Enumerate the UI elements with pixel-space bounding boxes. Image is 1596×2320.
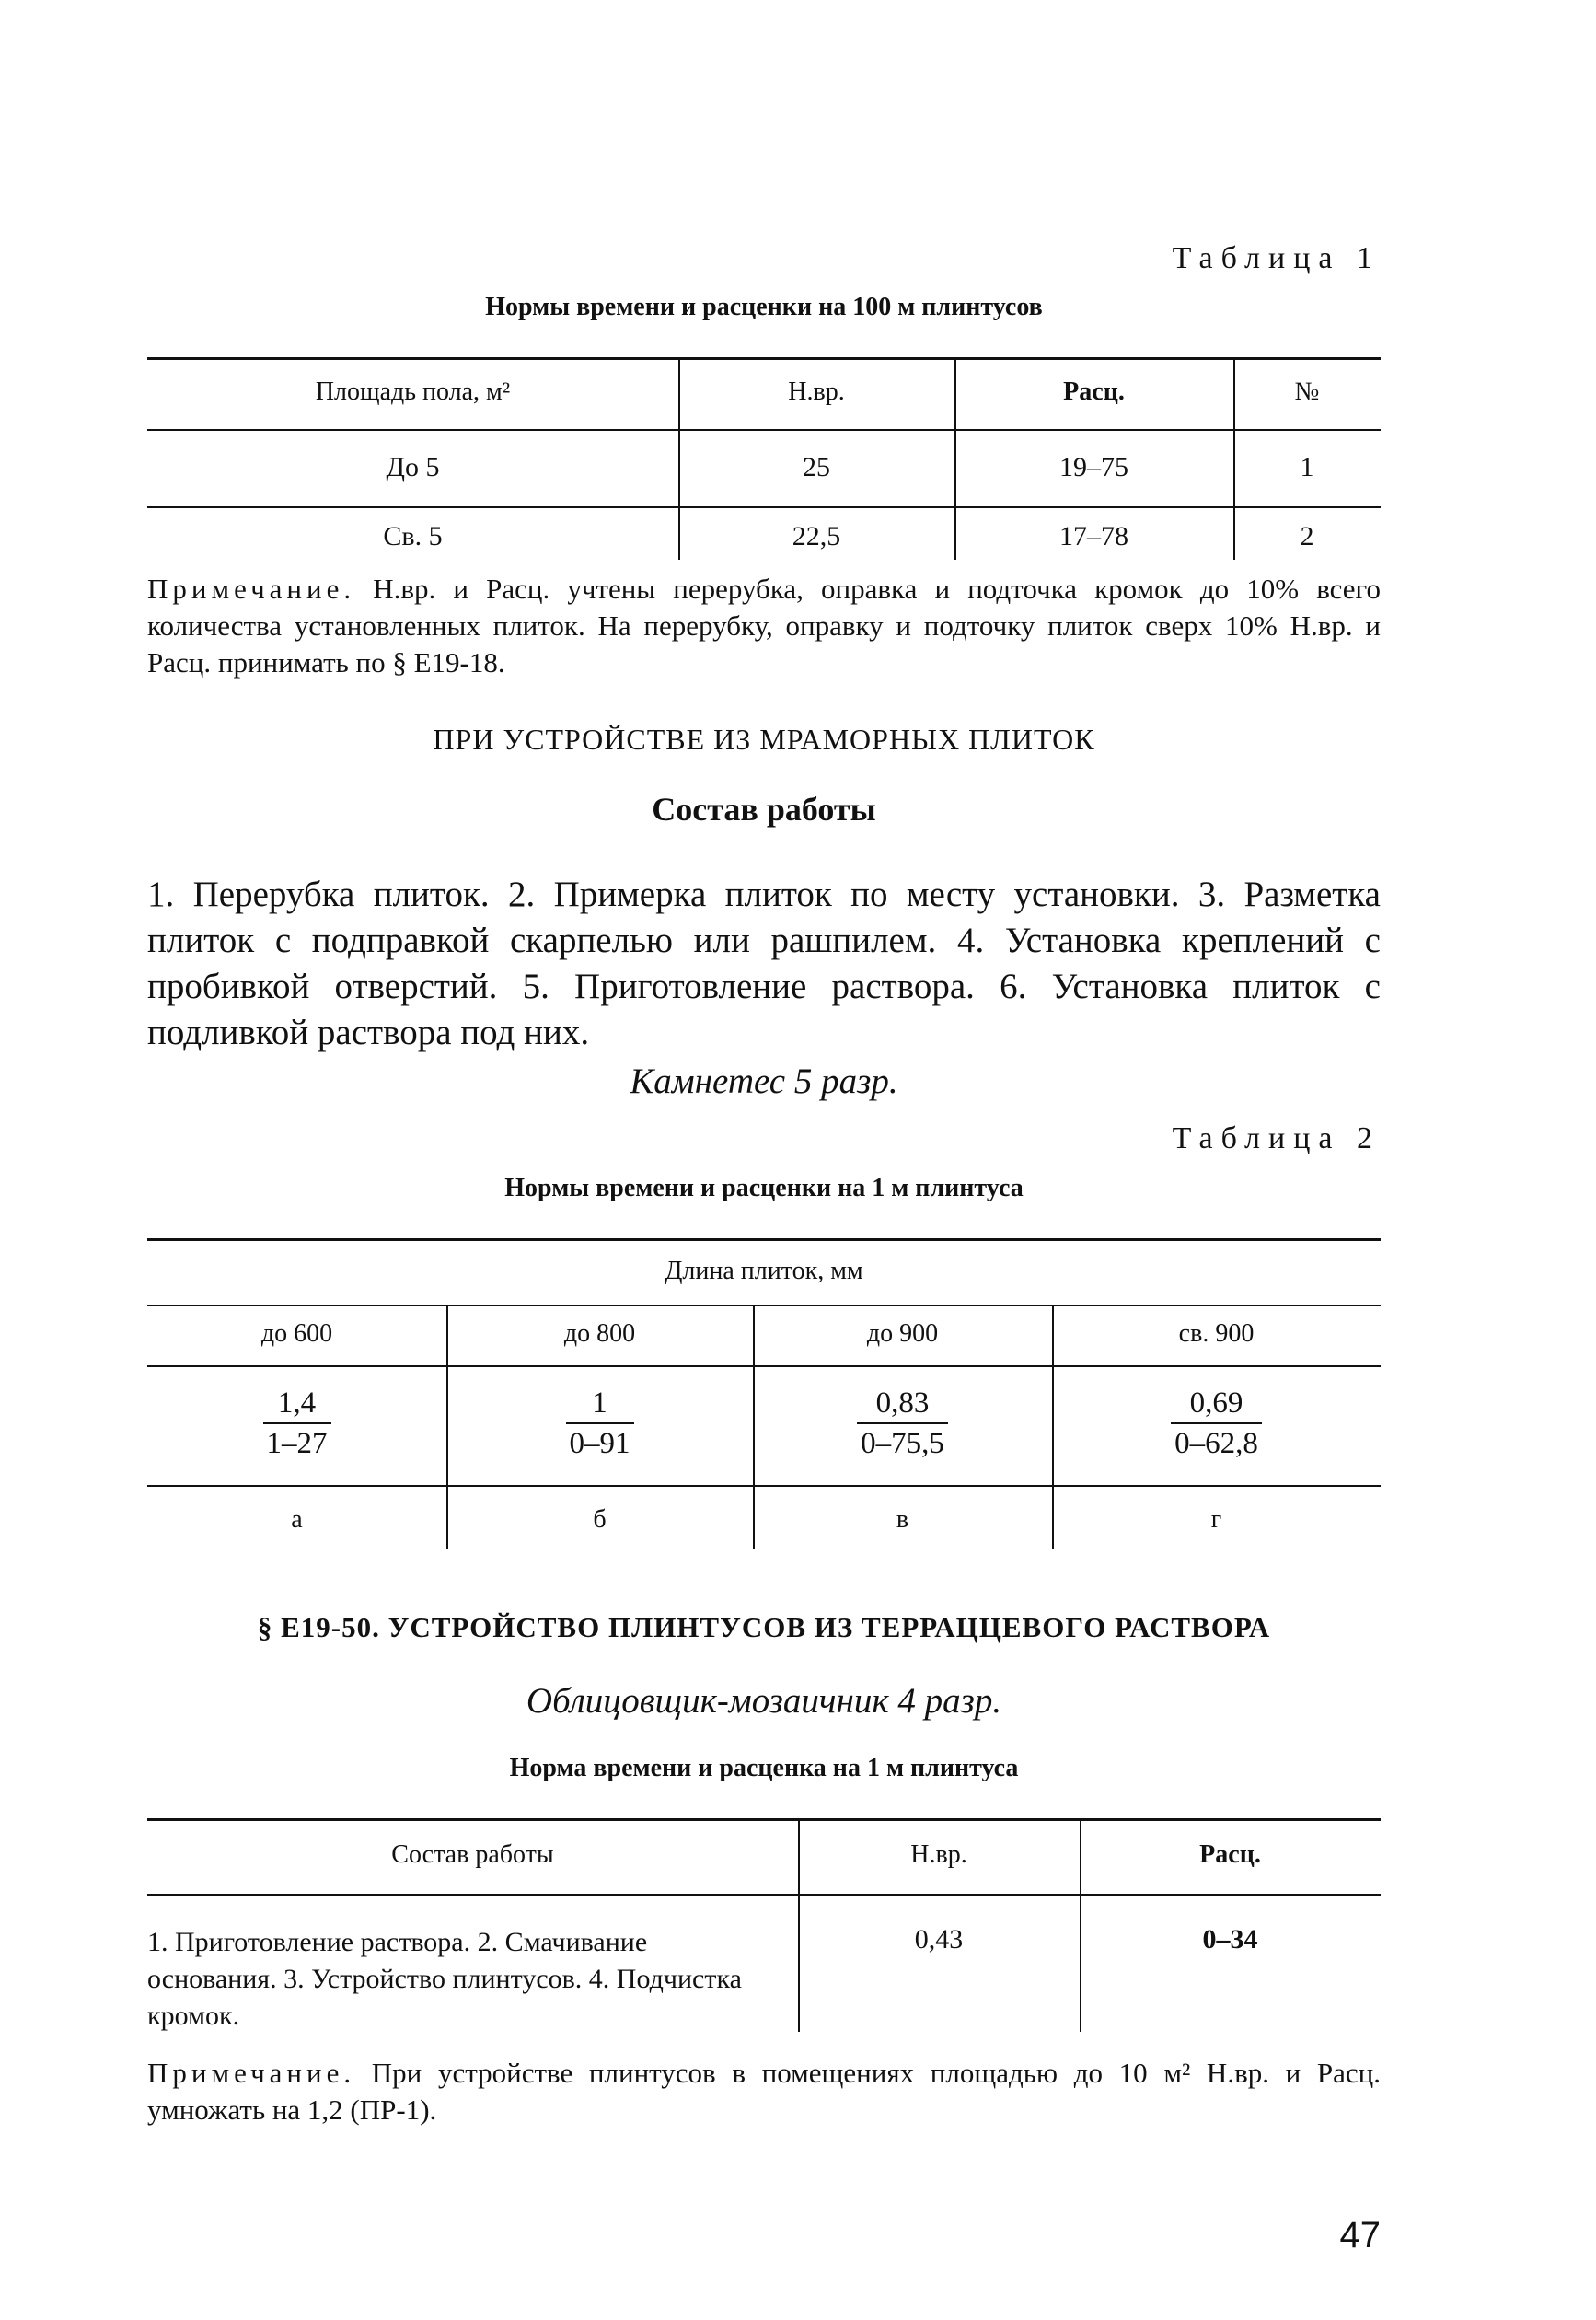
table1-note — [147, 571, 1381, 681]
table2-group-rule — [147, 1305, 1381, 1306]
e1950-worker: Облицовщик-мозаичник 4 разр. — [526, 1681, 1002, 1721]
table1-cell-number: 2 — [1300, 521, 1314, 551]
table1 — [147, 357, 1381, 551]
table1-header-rule — [147, 429, 1381, 431]
e1950-table-title: Норма времени и расценка на 1 м плинтуса — [509, 1754, 1019, 1782]
table1-cell-norm: 22,5 — [792, 521, 841, 551]
table2 — [147, 1238, 1381, 1551]
norm-value: 0,69 — [1171, 1386, 1262, 1424]
table2-column-letter: б — [593, 1505, 607, 1534]
norm-value: 1,4 — [263, 1386, 331, 1424]
table1-header-norm: Н.вр. — [788, 377, 845, 406]
e1950-rate: 0–34 — [1202, 1924, 1258, 1955]
page-number: 47 — [1339, 2215, 1381, 2256]
table2-col-header: до 600 — [260, 1319, 333, 1348]
note-lead: Примечание. — [147, 2057, 356, 2089]
rate-value: 1–27 — [266, 1427, 328, 1460]
table2-title: Нормы времени и расценки на 1 м плинтуса — [504, 1174, 1024, 1202]
marble-section-title: ПРИ УСТРОЙСТВЕ ИЗ МРАМОРНЫХ ПЛИТОК — [433, 723, 1095, 756]
e1950-note — [147, 2055, 1381, 2129]
e1950-header-rule — [147, 1894, 1381, 1896]
e1950-header-rate: Расц. — [1199, 1840, 1261, 1869]
note-text: При устройстве плинтусов в помещениях площадью до 10 м² Н.вр. и Расц. умножать на 1,2 (ПР-1). — [147, 2057, 1381, 2126]
table2-column-letter: в — [896, 1505, 909, 1534]
table2-column-letter: а — [291, 1505, 303, 1534]
document-page — [147, 0, 1381, 2320]
table1-top-rule — [147, 357, 1381, 360]
table2-group-header: Длина плиток, мм — [665, 1257, 863, 1285]
norm-value: 0,83 — [857, 1386, 948, 1424]
norm-rate-fraction — [263, 1386, 331, 1461]
table2-value-cell — [446, 1386, 753, 1461]
table2-col-header: св. 900 — [1178, 1319, 1255, 1348]
table2-values-rule — [147, 1485, 1381, 1487]
marble-work-composition: 1. Перерубка плиток. 2. Примерка плиток по месту установки. 3. Разметка плиток с подправкой скарпелью или рашпилем. 4. Установка креплений с пробивкой отверстий. 5. Приготовление раствора. 6. Установка плиток с подливкой раствора под них. — [147, 875, 1381, 1052]
table1-cell-area: Св. 5 — [383, 521, 443, 551]
rate-value: 0–91 — [569, 1427, 630, 1460]
table2-col-header: до 800 — [563, 1319, 636, 1348]
e1950-norm: 0,43 — [914, 1924, 964, 1955]
table1-header-number: № — [1294, 377, 1320, 406]
table2-value-cell — [147, 1386, 446, 1461]
rate-value: 0–75,5 — [861, 1427, 944, 1460]
note-text: Н.вр. и Расц. учтены перерубка, оправка и подточка кромок до 10% всего количества установленных плиток. На перерубку, оправку и подточку плиток сверх 10% Н.вр. и Расц. принимать по § Е19-18. — [147, 573, 1381, 679]
table1-cell-area: До 5 — [386, 452, 440, 482]
table1-cell-number: 1 — [1300, 452, 1314, 482]
norm-rate-fraction — [857, 1386, 948, 1461]
table1-row-rule — [147, 506, 1381, 508]
marble-worker: Камнетес 5 разр. — [630, 1061, 898, 1101]
note-lead: Примечание. — [147, 573, 356, 605]
table2-value-cell — [1052, 1386, 1381, 1461]
e1950-table — [147, 1818, 1381, 2039]
table2-header-rule — [147, 1365, 1381, 1367]
table2-label: Таблица 2 — [1172, 1121, 1381, 1155]
table1-cell-norm: 25 — [803, 452, 830, 482]
norm-rate-fraction — [566, 1386, 634, 1461]
e1950-work-text: 1. Приготовление раствора. 2. Смачивание основания. 3. Устройство плинтусов. 4. Подчистка кромок. — [147, 1927, 742, 2031]
table2-col-header: до 900 — [866, 1319, 939, 1348]
norm-rate-fraction — [1171, 1386, 1262, 1461]
table2-top-rule — [147, 1238, 1381, 1241]
e1950-header-norm: Н.вр. — [910, 1840, 967, 1869]
table2-column-letter: г — [1210, 1505, 1222, 1534]
table1-cell-rate: 17–78 — [1059, 521, 1128, 551]
table1-header-rate: Расц. — [1063, 377, 1125, 406]
e1950-header-work: Состав работы — [391, 1840, 554, 1869]
rate-value: 0–62,8 — [1174, 1427, 1258, 1460]
norm-value: 1 — [566, 1386, 634, 1424]
e1950-top-rule — [147, 1818, 1381, 1821]
e1950-section-title: § Е19-50. УСТРОЙСТВО ПЛИНТУСОВ ИЗ ТЕРРАЦЦЕВОГО РАСТВОРА — [257, 1611, 1271, 1643]
table2-value-cell — [753, 1386, 1052, 1461]
marble-subhead: Состав работы — [652, 791, 876, 828]
table1-header-area: Площадь пола, м² — [315, 377, 511, 406]
table1-label: Таблица 1 — [1172, 241, 1381, 275]
table1-cell-rate: 19–75 — [1059, 452, 1128, 482]
table1-title: Нормы времени и расценки на 100 м плинтусов — [485, 293, 1043, 321]
